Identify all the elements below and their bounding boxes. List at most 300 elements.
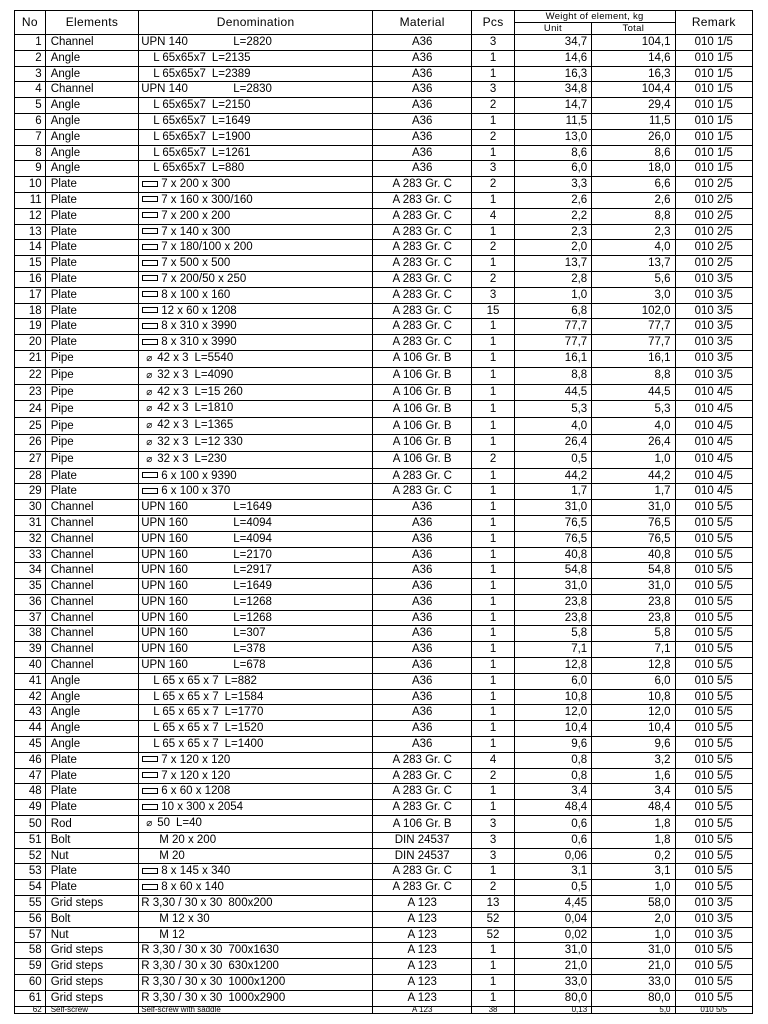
row-total-weight: 31,0 bbox=[592, 579, 675, 595]
row-pieces: 52 bbox=[472, 911, 514, 927]
row-material: A36 bbox=[373, 66, 472, 82]
row-pieces: 13 bbox=[472, 896, 514, 912]
row-material: A36 bbox=[373, 610, 472, 626]
row-element: Plate bbox=[45, 335, 139, 351]
row-denomination bbox=[139, 350, 373, 367]
row-remark: 010 5/5 bbox=[675, 531, 753, 547]
row-element: Channel bbox=[45, 547, 139, 563]
row-number: 44 bbox=[15, 721, 46, 737]
table-row-partial bbox=[15, 1006, 753, 1013]
section-length: L=2150 bbox=[211, 99, 251, 112]
row-pieces: 1 bbox=[472, 705, 514, 721]
row-pieces: 1 bbox=[472, 689, 514, 705]
table-row bbox=[15, 500, 753, 516]
section-length: L=1900 bbox=[211, 130, 251, 143]
row-material: A 123 bbox=[373, 927, 472, 943]
table-row bbox=[15, 642, 753, 658]
row-denomination bbox=[139, 547, 373, 563]
row-total-weight: 12,8 bbox=[592, 658, 675, 674]
row-material: A36 bbox=[373, 145, 472, 161]
row-unit-weight: 77,7 bbox=[514, 319, 591, 335]
section-profile: L 65x65x7 bbox=[153, 67, 206, 80]
row-number: 14 bbox=[15, 240, 46, 256]
row-number: 49 bbox=[15, 800, 46, 816]
row-unit-weight: 2,2 bbox=[514, 208, 591, 224]
section-profile: L 65 x 65 x 7 bbox=[153, 690, 219, 703]
section-length: 700x1630 bbox=[228, 944, 279, 957]
header-unit: Unit bbox=[514, 23, 591, 35]
row-total-weight: 29,4 bbox=[592, 98, 675, 114]
section-profile: 8 x 60 x 140 bbox=[161, 881, 224, 894]
row-total-weight: 7,1 bbox=[592, 642, 675, 658]
row-denomination bbox=[139, 287, 373, 303]
row-total-weight: 8,8 bbox=[592, 208, 675, 224]
row-element: Angle bbox=[45, 705, 139, 721]
row-pieces: 2 bbox=[472, 240, 514, 256]
row-material: A 283 Gr. C bbox=[373, 484, 472, 500]
section-length: L=1520 bbox=[224, 722, 264, 735]
section-profile: 42 x 3 bbox=[157, 385, 189, 398]
row-remark: 010 5/5 bbox=[675, 547, 753, 563]
row-pieces: 3 bbox=[472, 848, 514, 864]
row-unit-weight: 0,6 bbox=[514, 816, 591, 833]
row-remark: 010 2/5 bbox=[675, 177, 753, 193]
section-profile: 6 x 60 x 1208 bbox=[161, 785, 231, 798]
row-number: 32 bbox=[15, 531, 46, 547]
row-number: 17 bbox=[15, 287, 46, 303]
table-row bbox=[15, 161, 753, 177]
table-row bbox=[15, 911, 753, 927]
row-total-weight: 1,8 bbox=[592, 816, 675, 833]
row-pieces: 1 bbox=[472, 434, 514, 451]
row-pieces: 2 bbox=[472, 98, 514, 114]
row-element: Plate bbox=[45, 752, 139, 768]
row-remark: 010 5/5 bbox=[675, 848, 753, 864]
section-length: L=2820 bbox=[233, 36, 272, 48]
row-remark: 010 5/5 bbox=[675, 768, 753, 784]
header-weight: Weight of element, kg bbox=[514, 11, 675, 23]
row-total-weight: 54,8 bbox=[592, 563, 675, 579]
row-remark: 010 5/5 bbox=[675, 959, 753, 975]
table-row bbox=[15, 287, 753, 303]
table-row bbox=[15, 896, 753, 912]
plate-section-icon bbox=[142, 339, 158, 345]
row-total-weight: 0,2 bbox=[592, 848, 675, 864]
row-material: A 283 Gr. C bbox=[373, 768, 472, 784]
row-element: Plate bbox=[45, 192, 139, 208]
row-remark: 010 5/5 bbox=[675, 563, 753, 579]
row-remark: 010 4/5 bbox=[675, 468, 753, 484]
section-length: L=4094 bbox=[233, 532, 272, 545]
row-number: 61 bbox=[15, 990, 46, 1006]
row-unit-weight: 13,7 bbox=[514, 256, 591, 272]
row-total-weight: 40,8 bbox=[592, 547, 675, 563]
row-element: Grid steps bbox=[45, 959, 139, 975]
row-pieces: 1 bbox=[472, 800, 514, 816]
row-number: 40 bbox=[15, 658, 46, 674]
row-pieces: 1 bbox=[472, 531, 514, 547]
row-denomination bbox=[139, 367, 373, 384]
row-material: A36 bbox=[373, 737, 472, 753]
table-row bbox=[15, 335, 753, 351]
row-unit-weight: 6,0 bbox=[514, 673, 591, 689]
diameter-icon: ⌀ bbox=[146, 369, 153, 381]
table-row bbox=[15, 319, 753, 335]
table-row bbox=[15, 350, 753, 367]
row-unit-weight: 6,8 bbox=[514, 303, 591, 319]
row-denomination bbox=[139, 563, 373, 579]
header-pcs: Pcs bbox=[472, 11, 514, 35]
row-material: A36 bbox=[373, 642, 472, 658]
row-total-weight: 21,0 bbox=[592, 959, 675, 975]
row-pieces: 1 bbox=[472, 335, 514, 351]
row-unit-weight: 0,06 bbox=[514, 848, 591, 864]
table-row bbox=[15, 737, 753, 753]
row-element: Angle bbox=[45, 161, 139, 177]
section-profile: 7 x 200/50 x 250 bbox=[161, 272, 247, 285]
row-pieces: 15 bbox=[472, 303, 514, 319]
table-row bbox=[15, 547, 753, 563]
row-total-weight: 77,7 bbox=[592, 319, 675, 335]
row-remark: 010 1/5 bbox=[675, 50, 753, 66]
row-remark: 010 5/5 bbox=[675, 990, 753, 1006]
row-denomination bbox=[139, 500, 373, 516]
section-profile: 7 x 120 x 120 bbox=[161, 769, 231, 782]
row-denomination bbox=[139, 98, 373, 114]
row-number: 8 bbox=[15, 145, 46, 161]
row-material: A 283 Gr. C bbox=[373, 468, 472, 484]
row-pieces: 1 bbox=[472, 319, 514, 335]
row-element: Channel bbox=[45, 642, 139, 658]
section-profile: 7 x 200 x 200 bbox=[161, 209, 231, 222]
row-element: Nut bbox=[45, 927, 139, 943]
row-pieces: 1 bbox=[472, 594, 514, 610]
row-unit-weight: 16,1 bbox=[514, 350, 591, 367]
row-pieces: 1 bbox=[472, 145, 514, 161]
row-denomination bbox=[139, 177, 373, 193]
row-number: 57 bbox=[15, 927, 46, 943]
row-remark: 010 1/5 bbox=[675, 82, 753, 98]
row-total-weight: 9,6 bbox=[592, 737, 675, 753]
section-profile: M 12 bbox=[159, 928, 185, 941]
row-material: A 283 Gr. C bbox=[373, 335, 472, 351]
section-length: L=1400 bbox=[224, 738, 264, 751]
section-profile: 7 x 180/100 x 200 bbox=[161, 241, 253, 254]
row-pieces: 1 bbox=[472, 563, 514, 579]
diameter-icon: ⌀ bbox=[146, 386, 153, 398]
row-material: A 123 bbox=[373, 975, 472, 991]
row-unit-weight: 14,6 bbox=[514, 50, 591, 66]
section-length: L=1649 bbox=[233, 580, 272, 593]
table-row bbox=[15, 594, 753, 610]
parts-list-table bbox=[14, 10, 753, 1014]
row-element: Channel bbox=[45, 594, 139, 610]
row-unit-weight: 2,0 bbox=[514, 240, 591, 256]
row-denomination bbox=[139, 784, 373, 800]
table-row bbox=[15, 401, 753, 418]
row-remark: 010 5/5 bbox=[675, 673, 753, 689]
plate-section-icon bbox=[142, 868, 158, 874]
row-material: A36 bbox=[373, 500, 472, 516]
row-element: Pipe bbox=[45, 401, 139, 418]
row-denomination bbox=[139, 192, 373, 208]
row-unit-weight: 80,0 bbox=[514, 990, 591, 1006]
row-total-weight: 102,0 bbox=[592, 303, 675, 319]
row-remark: 010 3/5 bbox=[675, 287, 753, 303]
row-unit-weight: 4,0 bbox=[514, 418, 591, 435]
table-row bbox=[15, 689, 753, 705]
row-total-weight: 5,6 bbox=[592, 271, 675, 287]
row-number: 5 bbox=[15, 98, 46, 114]
row-remark: 010 3/5 bbox=[675, 271, 753, 287]
table-row bbox=[15, 468, 753, 484]
row-pieces: 2 bbox=[472, 880, 514, 896]
row-number: 27 bbox=[15, 451, 46, 468]
row-total-weight: 1,7 bbox=[592, 484, 675, 500]
row-remark: 010 3/5 bbox=[675, 911, 753, 927]
row-remark: 010 2/5 bbox=[675, 192, 753, 208]
row-number: 35 bbox=[15, 579, 46, 595]
row-total-weight: 10,8 bbox=[592, 689, 675, 705]
section-profile: 42 x 3 bbox=[157, 419, 189, 432]
row-denomination bbox=[139, 896, 373, 912]
row-denomination bbox=[139, 224, 373, 240]
row-pieces: 1 bbox=[472, 418, 514, 435]
row-number: 52 bbox=[15, 848, 46, 864]
row-element: Angle bbox=[45, 689, 139, 705]
section-length: L=4090 bbox=[194, 368, 234, 381]
row-pieces: 1 bbox=[472, 673, 514, 689]
row-pieces: 1 bbox=[472, 367, 514, 384]
row-material: A36 bbox=[373, 579, 472, 595]
row-material: A 283 Gr. C bbox=[373, 303, 472, 319]
header-remark: Remark bbox=[675, 11, 753, 35]
row-unit-weight: 0,02 bbox=[514, 927, 591, 943]
row-material: A 123 bbox=[373, 990, 472, 1006]
table-row bbox=[15, 451, 753, 468]
plate-section-icon bbox=[142, 323, 158, 329]
diameter-icon: ⌀ bbox=[146, 352, 153, 364]
row-denomination bbox=[139, 484, 373, 500]
row-unit-weight: 34,7 bbox=[514, 35, 591, 51]
row-unit-weight: 0,04 bbox=[514, 911, 591, 927]
row-material: A36 bbox=[373, 626, 472, 642]
row-material: A 283 Gr. C bbox=[373, 287, 472, 303]
row-material: A 283 Gr. C bbox=[373, 177, 472, 193]
row-denomination bbox=[139, 927, 373, 943]
row-total-weight: 3,0 bbox=[592, 287, 675, 303]
row-remark: 010 1/5 bbox=[675, 35, 753, 51]
row-number: 20 bbox=[15, 335, 46, 351]
row-unit-weight: 44,5 bbox=[514, 384, 591, 401]
row-denomination bbox=[139, 468, 373, 484]
section-profile: 42 x 3 bbox=[157, 351, 189, 364]
row-number: 3 bbox=[15, 66, 46, 82]
diameter-icon: ⌀ bbox=[146, 453, 153, 465]
row-number: 29 bbox=[15, 484, 46, 500]
row-remark: 010 5/5 bbox=[675, 721, 753, 737]
plate-section-icon bbox=[142, 228, 158, 234]
row-element: Angle bbox=[45, 50, 139, 66]
row-number: 18 bbox=[15, 303, 46, 319]
table-row bbox=[15, 303, 753, 319]
row-element: Plate bbox=[45, 768, 139, 784]
section-profile: L 65x65x7 bbox=[153, 114, 206, 127]
row-unit-weight: 5,3 bbox=[514, 401, 591, 418]
section-profile: 7 x 140 x 300 bbox=[161, 225, 231, 238]
section-profile: UPN 160 bbox=[141, 611, 188, 624]
row-remark: 010 2/5 bbox=[675, 224, 753, 240]
section-length: L=307 bbox=[233, 627, 266, 640]
row-number: 47 bbox=[15, 768, 46, 784]
row-element: Angle bbox=[45, 673, 139, 689]
row-number: 21 bbox=[15, 350, 46, 367]
row-remark: 010 1/5 bbox=[675, 113, 753, 129]
row-number: 9 bbox=[15, 161, 46, 177]
row-material: A 106 Gr. B bbox=[373, 384, 472, 401]
row-unit-weight: 21,0 bbox=[514, 959, 591, 975]
row-number: 54 bbox=[15, 880, 46, 896]
row-denomination bbox=[139, 832, 373, 848]
row-denomination bbox=[139, 610, 373, 626]
row-total-weight: 2,3 bbox=[592, 224, 675, 240]
table-row bbox=[15, 975, 753, 991]
row-denomination bbox=[139, 418, 373, 435]
row-denomination bbox=[139, 145, 373, 161]
table-row bbox=[15, 610, 753, 626]
row-material: A 106 Gr. B bbox=[373, 401, 472, 418]
row-unit-weight: 0,13 bbox=[514, 1006, 591, 1013]
row-total-weight: 76,5 bbox=[592, 531, 675, 547]
row-number: 25 bbox=[15, 418, 46, 435]
row-number: 12 bbox=[15, 208, 46, 224]
row-element: Channel bbox=[45, 579, 139, 595]
table-row bbox=[15, 673, 753, 689]
row-total-weight: 48,4 bbox=[592, 800, 675, 816]
row-total-weight: 26,0 bbox=[592, 129, 675, 145]
table-row bbox=[15, 832, 753, 848]
row-remark: 010 4/5 bbox=[675, 434, 753, 451]
row-number: 7 bbox=[15, 129, 46, 145]
table-row bbox=[15, 626, 753, 642]
row-remark: 010 5/5 bbox=[675, 689, 753, 705]
row-total-weight: 10,4 bbox=[592, 721, 675, 737]
section-length: L=2917 bbox=[233, 564, 272, 577]
row-unit-weight: 8,6 bbox=[514, 145, 591, 161]
section-length: L=1268 bbox=[233, 595, 272, 608]
section-length: L=880 bbox=[211, 162, 245, 175]
row-number: 13 bbox=[15, 224, 46, 240]
row-total-weight: 5,8 bbox=[592, 626, 675, 642]
plate-section-icon bbox=[142, 212, 158, 218]
row-pieces: 1 bbox=[472, 468, 514, 484]
section-profile: R 3,30 / 30 x 30 bbox=[141, 944, 223, 957]
row-remark: 010 5/5 bbox=[675, 816, 753, 833]
diameter-icon: ⌀ bbox=[146, 403, 153, 415]
row-remark: 010 5/5 bbox=[675, 832, 753, 848]
row-denomination bbox=[139, 705, 373, 721]
table-row bbox=[15, 943, 753, 959]
section-length: L=882 bbox=[224, 674, 257, 687]
row-unit-weight: 54,8 bbox=[514, 563, 591, 579]
row-denomination bbox=[139, 990, 373, 1006]
row-number: 31 bbox=[15, 515, 46, 531]
row-unit-weight: 44,2 bbox=[514, 468, 591, 484]
row-element: Plate bbox=[45, 880, 139, 896]
row-pieces: 3 bbox=[472, 287, 514, 303]
row-denomination bbox=[139, 864, 373, 880]
row-pieces: 1 bbox=[472, 515, 514, 531]
section-profile: L 65x65x7 bbox=[153, 162, 206, 175]
row-unit-weight: 1,0 bbox=[514, 287, 591, 303]
row-number: 26 bbox=[15, 434, 46, 451]
row-element: Pipe bbox=[45, 434, 139, 451]
section-length: L=40 bbox=[176, 817, 202, 830]
row-remark: 010 1/5 bbox=[675, 98, 753, 114]
section-profile: L 65 x 65 x 7 bbox=[153, 674, 219, 687]
row-unit-weight: 8,8 bbox=[514, 367, 591, 384]
row-element: Channel bbox=[45, 563, 139, 579]
row-pieces: 1 bbox=[472, 256, 514, 272]
parts-list-sheet bbox=[14, 10, 753, 1014]
row-denomination: Self-screw with saddle bbox=[139, 1006, 373, 1013]
row-remark: 010 3/5 bbox=[675, 319, 753, 335]
row-element: Pipe bbox=[45, 451, 139, 468]
row-total-weight: 44,2 bbox=[592, 468, 675, 484]
row-number: 60 bbox=[15, 975, 46, 991]
row-material: A 123 bbox=[373, 1006, 472, 1013]
row-element: Bolt bbox=[45, 911, 139, 927]
row-number: 2 bbox=[15, 50, 46, 66]
plate-section-icon bbox=[142, 472, 158, 478]
row-material: A36 bbox=[373, 705, 472, 721]
row-number: 51 bbox=[15, 832, 46, 848]
row-denomination bbox=[139, 959, 373, 975]
row-element: Plate bbox=[45, 240, 139, 256]
section-length: 1000x2900 bbox=[228, 991, 286, 1004]
table-row bbox=[15, 208, 753, 224]
row-denomination bbox=[139, 303, 373, 319]
row-total-weight: 12,0 bbox=[592, 705, 675, 721]
row-remark: 010 1/5 bbox=[675, 66, 753, 82]
row-remark: 010 5/5 bbox=[675, 610, 753, 626]
row-unit-weight: 76,5 bbox=[514, 531, 591, 547]
table-row bbox=[15, 35, 753, 51]
row-number: 56 bbox=[15, 911, 46, 927]
row-total-weight: 58,0 bbox=[592, 896, 675, 912]
row-material: A36 bbox=[373, 161, 472, 177]
row-element: Plate bbox=[45, 208, 139, 224]
row-total-weight: 80,0 bbox=[592, 990, 675, 1006]
row-pieces: 4 bbox=[472, 208, 514, 224]
row-pieces: 1 bbox=[472, 626, 514, 642]
row-denomination bbox=[139, 35, 373, 51]
row-remark: 010 5/5 bbox=[675, 737, 753, 753]
section-profile: 32 x 3 bbox=[157, 452, 189, 465]
row-pieces: 1 bbox=[472, 959, 514, 975]
row-remark: 010 5/5 bbox=[675, 1006, 753, 1013]
row-unit-weight: 0,5 bbox=[514, 451, 591, 468]
row-material: A 123 bbox=[373, 943, 472, 959]
row-remark: 010 4/5 bbox=[675, 484, 753, 500]
section-profile: 50 bbox=[157, 817, 170, 830]
row-total-weight: 18,0 bbox=[592, 161, 675, 177]
row-pieces: 2 bbox=[472, 177, 514, 193]
row-remark: 010 4/5 bbox=[675, 451, 753, 468]
row-total-weight: 13,7 bbox=[592, 256, 675, 272]
row-denomination bbox=[139, 319, 373, 335]
row-material: A 106 Gr. B bbox=[373, 816, 472, 833]
